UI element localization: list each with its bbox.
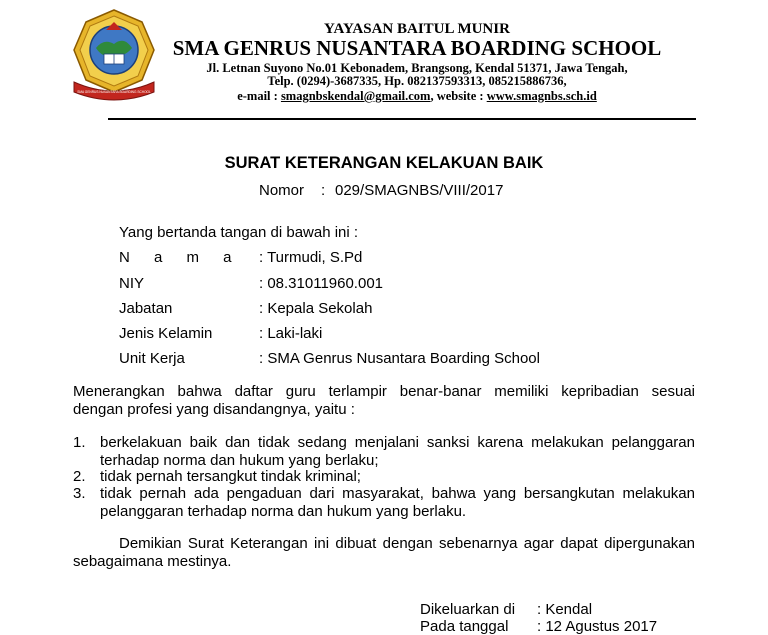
website-label: , website :: [430, 89, 487, 103]
field-value-jabatan: : Kepala Sekolah: [259, 300, 373, 317]
header-divider: [108, 118, 696, 120]
issued-on-label: Pada tanggal: [420, 618, 509, 635]
field-label-jabatan: Jabatan: [119, 300, 173, 317]
school-logo: [66, 8, 162, 104]
field-label-unit-kerja: Unit Kerja: [119, 350, 185, 367]
field-label-nama: N a m a: [119, 249, 242, 266]
field-value-nama: : Turmudi, S.Pd: [259, 249, 363, 266]
letter-number-value: 029/SMAGNBS/VIII/2017: [335, 182, 504, 199]
school-name: SMA GENRUS NUSANTARA BOARDING SCHOOL: [172, 36, 662, 60]
list-item-3-line-2: pelanggaran terhadap norma dan hukum yang berlaku.: [100, 503, 467, 520]
field-label-jenis-kelamin: Jenis Kelamin: [119, 325, 213, 342]
school-address: Jl. Letnan Suyono No.01 Kebonadem, Brangsong, Kendal 51371, Jawa Tengah,: [206, 61, 628, 75]
closing-line-1: Demikian Surat Keterangan ini dibuat dengan sebenarnya agar dapat dipergunakan: [119, 535, 695, 552]
list-item-1: [100, 434, 695, 470]
issued-on-value: : 12 Agustus 2017: [537, 618, 658, 635]
email-link[interactable]: smagnbskendal@gmail.com: [280, 89, 431, 103]
statement-paragraph: [73, 383, 695, 419]
intro-text: Yang bertanda tangan di bawah ini :: [119, 224, 359, 241]
statement-line-2: dengan profesi yang disandangnya, yaitu :: [73, 401, 355, 418]
list-item-1-line-2: terhadap norma dan hukum yang berlaku;: [100, 452, 379, 469]
email-label: e-mail :: [237, 89, 281, 103]
school-phone: Telp. (0294)-3687335, Hp. 082137593313, 085215886736,: [267, 74, 567, 88]
statement-line-1: Menerangkan bahwa daftar guru terlampir benar-banar memiliki kepribadian sesuai: [73, 383, 695, 400]
list-item-2-line-1: tidak pernah tersangkut tindak kriminal;: [100, 468, 361, 485]
list-item-3-line-1: tidak pernah ada pengaduan dari masyarakat, bahwa yang bersangkutan melakukan: [100, 485, 695, 502]
website-link[interactable]: www.smagnbs.sch.id: [486, 89, 597, 103]
issued-at-label: Dikeluarkan di: [420, 601, 516, 618]
list-item-3: [100, 485, 695, 521]
field-value-niy: : 08.31011960.001: [259, 275, 384, 292]
letter-number-label: Nomor: [259, 182, 305, 199]
list-item-1-line-1: berkelakuan baik dan tidak sedang menjalani sanksi karena melakukan pelanggaran: [100, 434, 695, 451]
field-value-unit-kerja: : SMA Genrus Nusantara Boarding School: [259, 350, 540, 367]
issued-at-value: : Kendal: [537, 601, 593, 618]
list-item-number-3: 3.: [73, 485, 86, 502]
list-item-number-1: 1.: [73, 434, 86, 451]
letter-title: SURAT KETERANGAN KELAKUAN BAIK: [224, 154, 544, 172]
foundation-name: YAYASAN BAITUL MUNIR: [324, 21, 510, 37]
logo-ribbon-text: SMA GENRUS NUSANTARA BOARDING SCHOOL: [77, 90, 151, 94]
closing-line-2: sebagaimana mestinya.: [73, 553, 232, 570]
letter-number-colon: :: [321, 182, 326, 199]
list-item-number-2: 2.: [73, 468, 86, 485]
field-value-jenis-kelamin: : Laki-laki: [259, 325, 323, 342]
school-contact: [172, 89, 662, 104]
list-item-2: [100, 468, 695, 486]
closing-paragraph: [73, 535, 695, 571]
field-label-niy: NIY: [119, 275, 145, 292]
